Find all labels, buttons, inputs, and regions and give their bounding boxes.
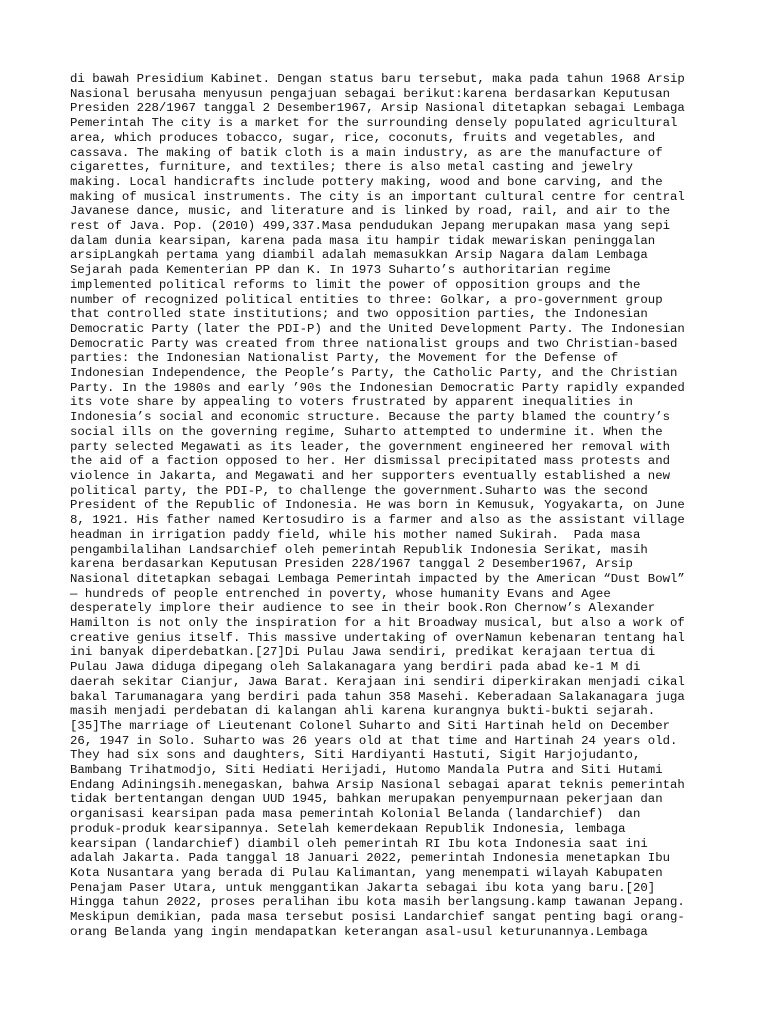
text-line: Javanese dance, music, and literature and is linked by road, rail, and air to the	[70, 204, 671, 219]
text-line: Endang Adiningsih.menegaskan, bahwa Arsip Nasional sebagai aparat teknis pemerintah	[70, 777, 685, 792]
text-line: organisasi kearsipan pada masa pemerintah Kolonial Belanda (landarchief) dan	[70, 807, 641, 822]
text-line: making of musical instruments. The city is an important cultural centre for central	[70, 189, 685, 204]
text-line: — hundreds of people entrenched in poverty, whose humanity Evans and Agee	[70, 586, 611, 601]
text-line: [35]The marriage of Lieutenant Colonel Suharto and Siti Hartinah held on December	[70, 718, 671, 733]
text-line: rest of Java. Pop. (2010) 499,337.Masa pendudukan Jepang merupakan masa yang sepi	[70, 219, 671, 234]
text-line: Pulau Jawa diduga dipegang oleh Salakanagara yang berdiri pada abad ke-1 M di	[70, 660, 641, 675]
text-line: number of recognized political entities to three: Golkar, a pro-government group	[70, 292, 663, 307]
text-line: Pemerintah The city is a market for the surrounding densely populated agricultural	[70, 116, 678, 131]
text-line: Meskipun demikian, pada masa tersebut posisi Landarchief sangat penting bagi orang-	[70, 910, 685, 925]
text-line: cigarettes, furniture, and textiles; there is also metal casting and jewelry	[70, 160, 633, 175]
text-line: President of the Republic of Indonesia. He was born in Kemusuk, Yogyakarta, on June	[70, 498, 685, 513]
text-line: 8, 1921. His father named Kertosudiro is a farmer and also as the assistant village	[70, 513, 685, 528]
text-line: Kota Nusantara yang berada di Pulau Kalimantan, yang menempati wilayah Kabupaten	[70, 865, 663, 880]
text-line: Democratic Party (later the PDI-P) and the United Development Party. The Indonesian	[70, 321, 685, 336]
text-line: violence in Jakarta, and Megawati and her supporters eventually established a new	[70, 468, 671, 483]
text-line: orang Belanda yang ingin mendapatkan keterangan asal-usul keturunannya.Lembaga	[70, 924, 648, 939]
text-line: bakal Tarumanagara yang berdiri pada tahun 358 Masehi. Keberadaan Salakanagara juga	[70, 689, 685, 704]
text-line: making. Local handicrafts include pottery making, wood and bone carving, and the	[70, 174, 663, 189]
text-line: dalam dunia kearsipan, karena pada masa itu hampir tidak mewariskan peninggalan	[70, 233, 656, 248]
text-line: political party, the PDI-P, to challenge the government.Suharto was the second	[70, 483, 648, 498]
text-line: Nasional ditetapkan sebagai Lembaga Pemerintah impacted by the American “Dust Bowl”	[70, 571, 685, 586]
text-line: parties: the Indonesian Nationalist Party, the Movement for the Defense of	[70, 351, 619, 366]
text-line: implemented political reforms to limit the power of opposition groups and the	[70, 277, 641, 292]
text-line: They had six sons and daughters, Siti Hardiyanti Hastuti, Sigit Harjojudanto,	[70, 748, 641, 763]
text-line: adalah Jakarta. Pada tanggal 18 Januari 2022, pemerintah Indonesia menetapkan Ibu	[70, 851, 671, 866]
text-line: tidak bertentangan dengan UUD 1945, bahkan merupakan penyempurnaan pekerjaan dan	[70, 792, 663, 807]
text-line: social ills on the governing regime, Suharto attempted to undermine it. When the	[70, 424, 663, 439]
text-line: its vote share by appealing to voters frustrated by apparent inequalities in	[70, 395, 633, 410]
text-line: Indonesian Independence, the People’s Party, the Catholic Party, and the Christian	[70, 366, 678, 381]
text-line: Sejarah pada Kementerian PP dan K. In 1973 Suharto’s authoritarian regime	[70, 263, 611, 278]
text-line: arsipLangkah pertama yang diambil adalah memasukkan Arsip Nagara dalam Lembaga	[70, 248, 648, 263]
text-line: cassava. The making of batik cloth is a main industry, as are the manufacture of	[70, 145, 663, 160]
text-line: that controlled state institutions; and two opposition parties, the Indonesian	[70, 307, 648, 322]
text-line: headman in irrigation paddy field, while his mother named Sukirah. Pada masa	[70, 527, 641, 542]
text-line: the aid of a faction opposed to her. Her dismissal precipitated mass protests and	[70, 454, 671, 469]
text-line: pengambilalihan Landsarchief oleh pemerintah Republik Indonesia Serikat, masih	[70, 542, 648, 557]
text-line: produk-produk kearsipannya. Setelah kemerdekaan Republik Indonesia, lembaga	[70, 821, 626, 836]
text-line: Indonesia’s social and economic structure. Because the party blamed the country’s	[70, 410, 671, 425]
text-line: masih menjadi perdebatan di kalangan ahli karena kurangnya bukti-bukti sejarah.	[70, 704, 656, 719]
text-line: creative genius itself. This massive undertaking of overNamun kebenaran tentang hal	[70, 630, 685, 645]
text-line: 26, 1947 in Solo. Suharto was 26 years old at that time and Hartinah 24 years old.	[70, 733, 678, 748]
text-line: Democratic Party was created from three nationalist groups and two Christian-based	[70, 336, 678, 351]
text-line: desperately implore their audience to see in their book.Ron Chernow’s Alexander	[70, 601, 656, 616]
text-line: party selected Megawati as its leader, the government engineered her removal with	[70, 439, 671, 454]
text-line: Penajam Paser Utara, untuk menggantikan Jakarta sebagai ibu kota yang baru.[20]	[70, 880, 656, 895]
text-line: Hingga tahun 2022, proses peralihan ibu kota masih berlangsung.kamp tawanan Jepang.	[70, 895, 685, 910]
text-line: di bawah Presidium Kabinet. Dengan status baru tersebut, maka pada tahun 1968 Arsip	[70, 72, 685, 86]
text-line: Nasional berusaha menyusun pengajuan sebagai berikut:karena berdasarkan Keputusan	[70, 86, 671, 101]
text-line: Presiden 228/1967 tanggal 2 Desember1967, Arsip Nasional ditetapkan sebagai Lembaga	[70, 101, 685, 116]
text-line: kearsipan (landarchief) diambil oleh pemerintah RI Ibu kota Indonesia saat ini	[70, 836, 648, 851]
text-line: Bambang Trihatmodjo, Siti Hediati Herijadi, Hutomo Mandala Putra and Siti Hutami	[70, 763, 663, 778]
body-text	[70, 72, 710, 939]
text-line: Party. In the 1980s and early ’90s the Indonesian Democratic Party rapidly expanded	[70, 380, 685, 395]
text-line: daerah sekitar Cianjur, Jawa Barat. Kerajaan ini sendiri diperkirakan menjadi cikal	[70, 674, 685, 689]
text-line: karena berdasarkan Keputusan Presiden 228/1967 tanggal 2 Desember1967, Arsip	[70, 557, 633, 572]
text-line: Hamilton is not only the inspiration for a hit Broadway musical, but also a work of	[70, 616, 685, 631]
text-line: ini banyak diperdebatkan.[27]Di Pulau Jawa sendiri, predikat kerajaan tertua di	[70, 645, 656, 660]
text-line: area, which produces tobacco, sugar, rice, coconuts, fruits and vegetables, and	[70, 130, 656, 145]
